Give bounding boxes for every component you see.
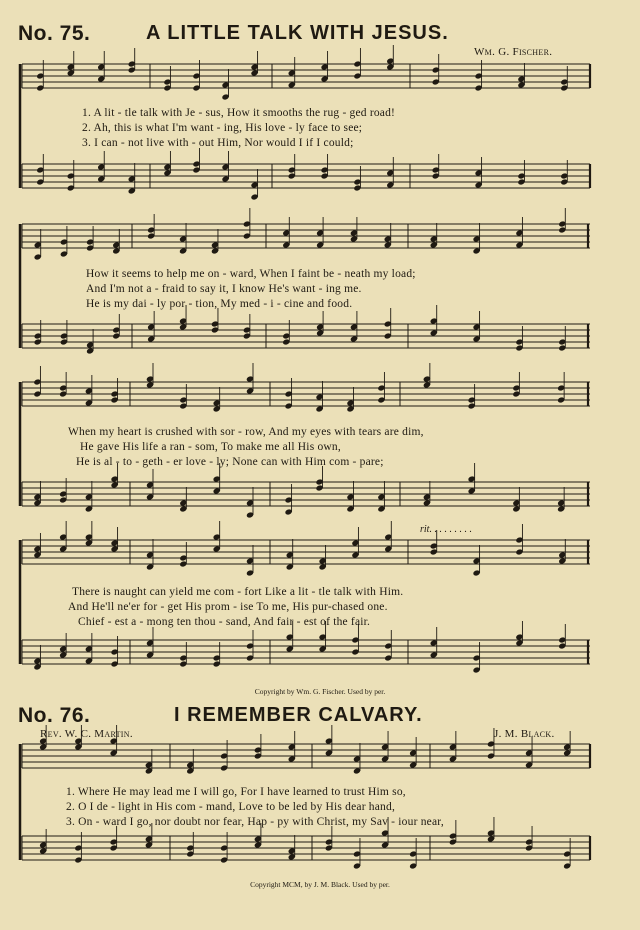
hymn-76-title: I REMEMBER CALVARY. bbox=[174, 704, 423, 726]
h75-s3-line3: He is al - to - geth - er love - ly; None can with Him com - pare; bbox=[76, 456, 384, 468]
hymn-75-composer: Wm. G. Fischer. bbox=[474, 46, 553, 58]
h75-s1-line2: 2. Ah, this is what I'm want - ing, His love - ly face to see; bbox=[82, 122, 363, 134]
h75-s2-line2: And I'm not a - fraid to say it, I know He's want - ing me. bbox=[86, 283, 362, 295]
h75-s4-line3: Chief - est a - mong ten thou - sand, And fair - est of the fair. bbox=[78, 616, 371, 628]
h75-s1-line1: 1. A lit - tle talk with Je - sus, How it smooths the rug - ged road! bbox=[82, 107, 396, 119]
hymn-76-composer: J. M. Black. bbox=[494, 728, 555, 740]
h75-s4-rit: rit. . . . . . . . . bbox=[420, 524, 472, 535]
h76-line3: 3. On - ward I go, nor doubt nor fear, Hap - py with Christ, my Sav - iour near, bbox=[66, 816, 444, 828]
h75-s3-line1: When my heart is crushed with sor - row, And my eyes with tears are dim, bbox=[68, 426, 424, 438]
hymn-76-number: No. 76. bbox=[18, 704, 91, 727]
h75-s1-line3: 3. I can - not live with - out Him, Nor would I if I could; bbox=[82, 137, 354, 149]
hymn-75-number: No. 75. bbox=[18, 22, 91, 45]
h75-s4-line2: And He'll ne'er for - get His prom - ise To me, His pur-chased one. bbox=[68, 601, 388, 613]
h76-line1: 1. Where He may lead me I will go, For I have learned to trust Him so, bbox=[66, 786, 406, 798]
hymn-76-author: Rev. W. C. Martin. bbox=[40, 728, 133, 740]
h75-s4-line1: There is naught can yield me com - fort Like a lit - tle talk with Him. bbox=[72, 586, 404, 598]
h75-s2-line1: How it seems to help me on - ward, When I faint be - neath my load; bbox=[86, 268, 416, 280]
hymn-76-copyright: Copyright MCM, by J. M. Black. Used by per. bbox=[250, 880, 390, 889]
h75-s3-line2: He gave His life a ran - som, To make me all His own, bbox=[80, 441, 341, 453]
h76-line2: 2. O I de - light in His com - mand, Love to be led by His dear hand, bbox=[66, 801, 396, 813]
hymn-75-title: A LITTLE TALK WITH JESUS. bbox=[146, 22, 449, 44]
hymn-75-copyright: Copyright by Wm. G. Fischer. Used by per. bbox=[254, 687, 386, 696]
h75-s2-line3: He is my dai - ly por - tion, My med - i - cine and food. bbox=[86, 298, 353, 310]
